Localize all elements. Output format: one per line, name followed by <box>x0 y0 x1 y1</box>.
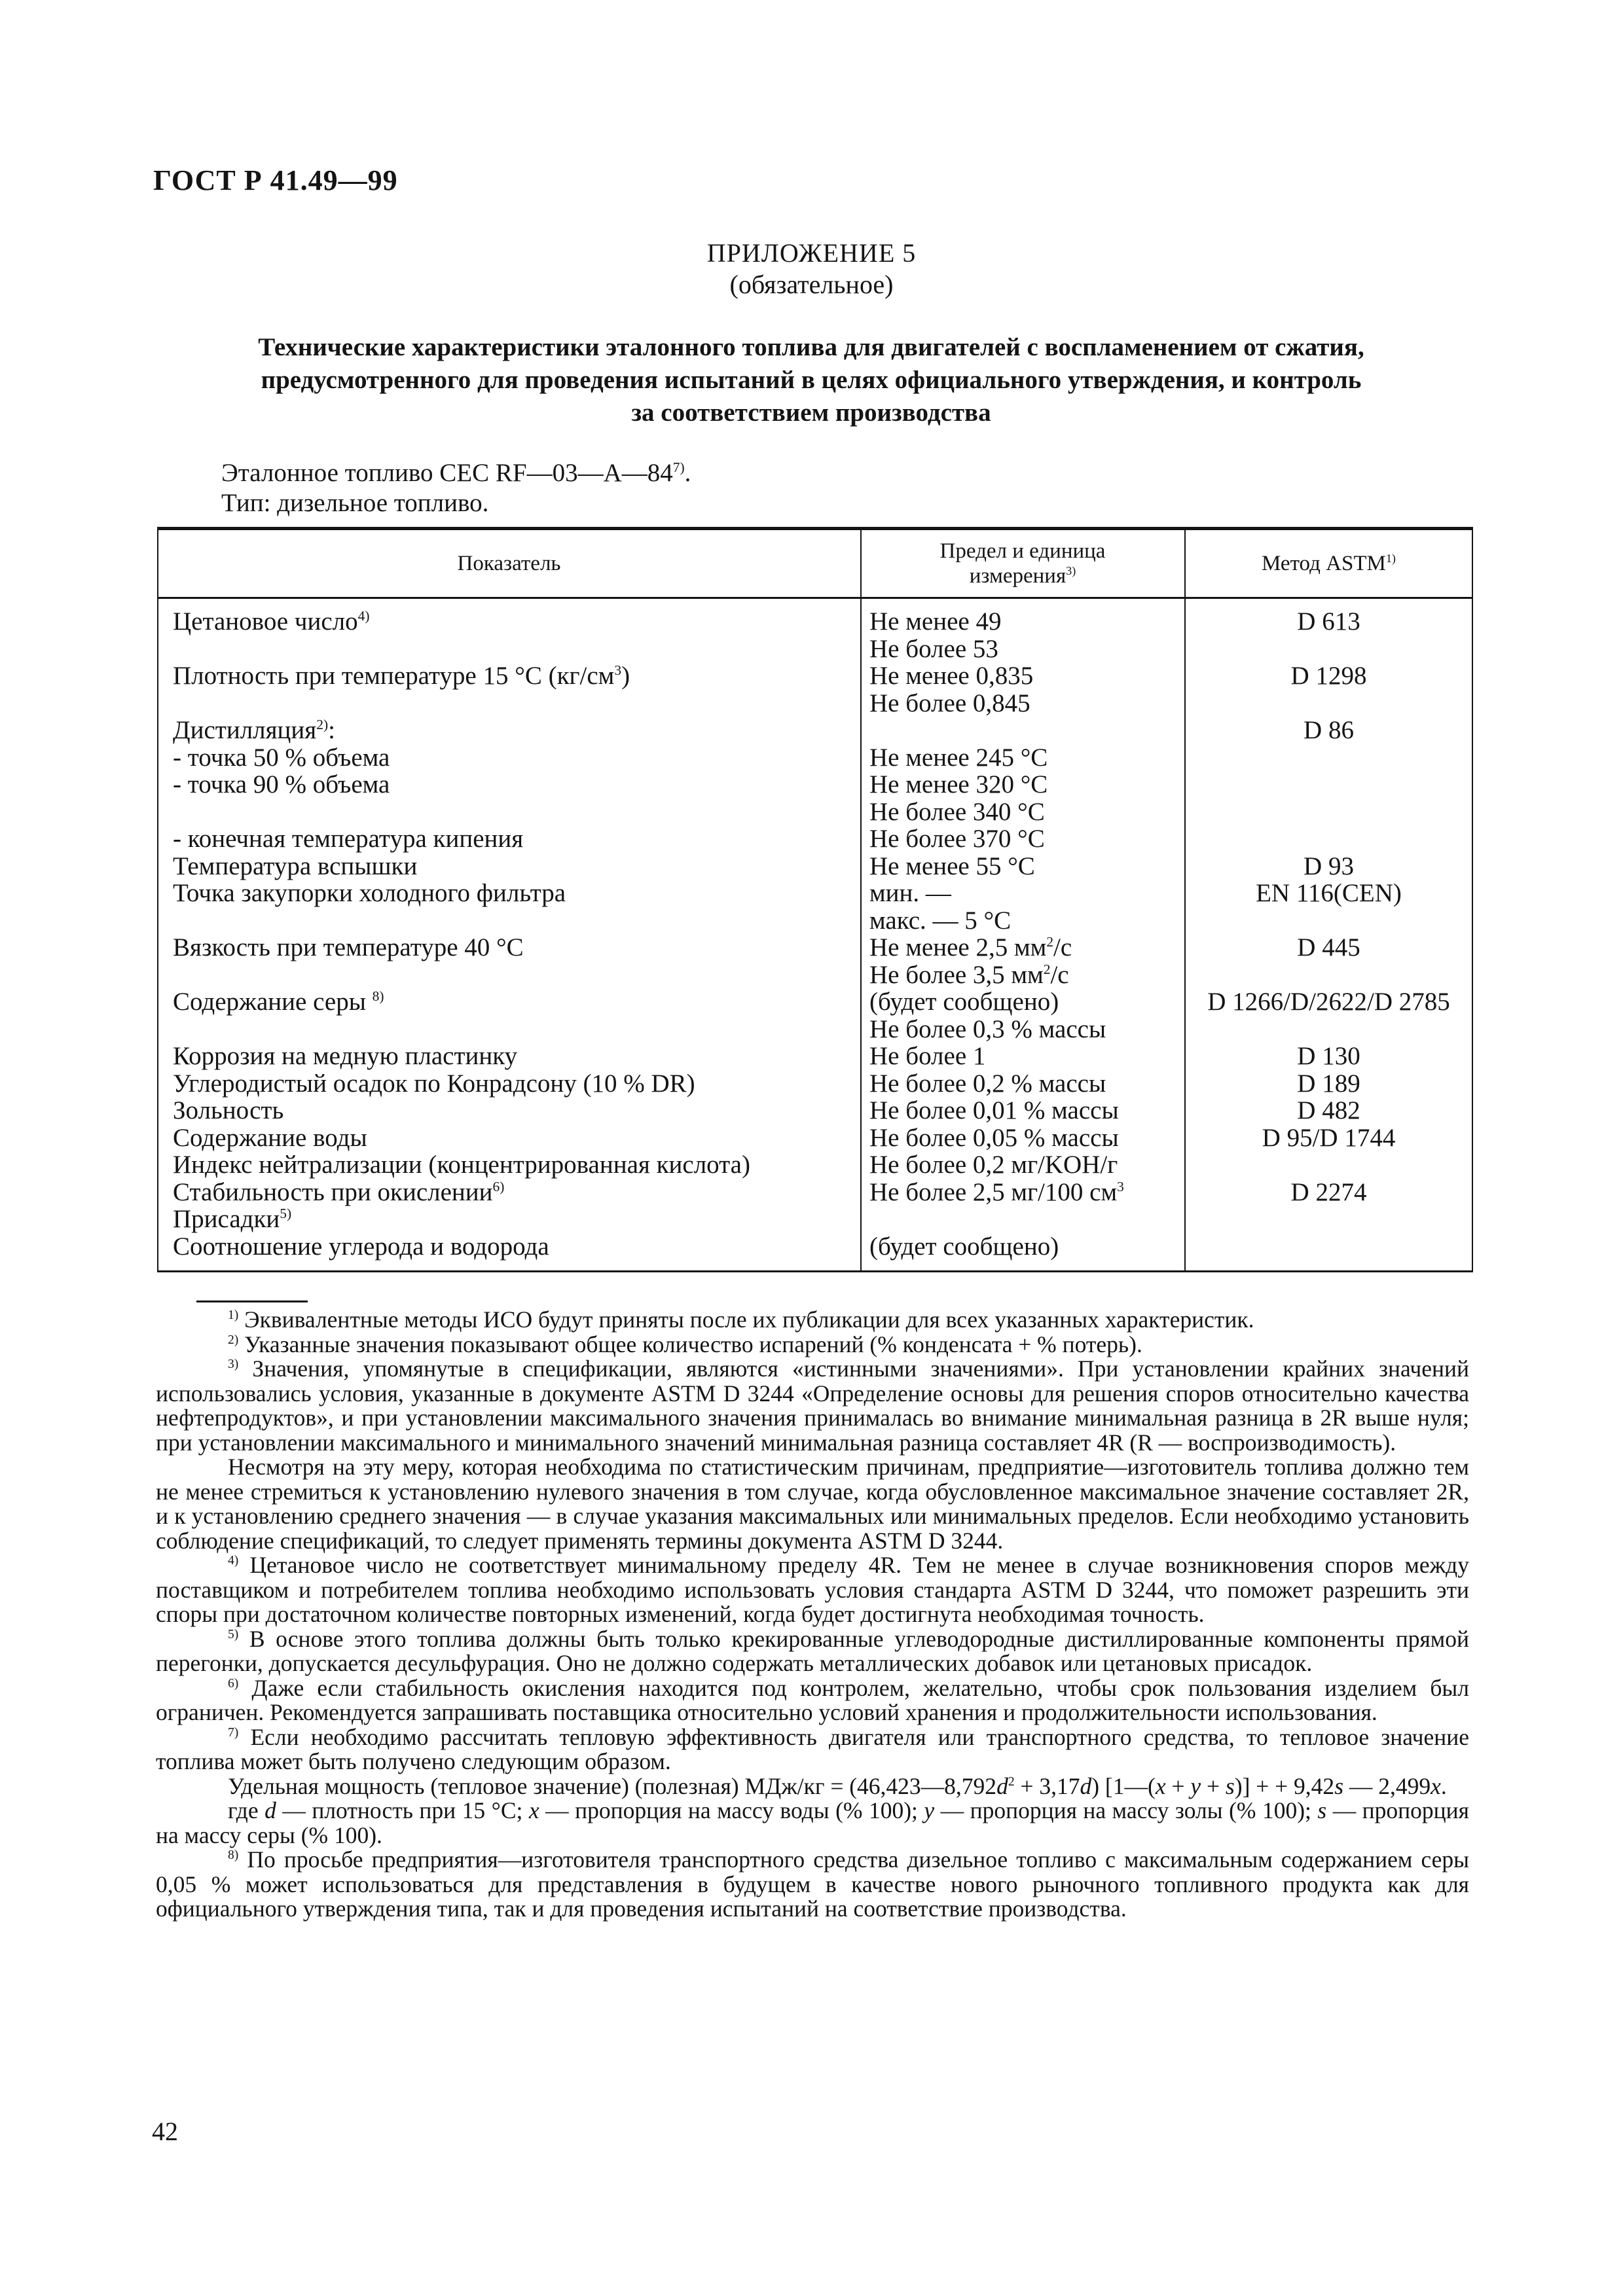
footnote-2: $^{2)}$ Указанные значения показывают общее количество испарений (% конденсата + % потерь). <box>228 1331 1142 1357</box>
table-row-method: D 2274 <box>1290 1177 1367 1206</box>
table-row-limit: (будет сообщено) <box>869 1232 1059 1261</box>
table-row-parameter: Содержание воды <box>173 1123 367 1152</box>
table-row-limit: Не более 370 °C <box>869 825 1045 853</box>
footnote-1: $^{1)}$ Эквивалентные методы ИСО будут приняты после их публикации для всех указанных характеристик. <box>228 1306 1254 1333</box>
table-row-parameter: Коррозия на медную пластинку <box>173 1042 518 1070</box>
footnotes <box>156 1308 1469 1922</box>
table-row-method: D 613 <box>1297 607 1360 636</box>
header-parameter: Показатель <box>158 529 861 598</box>
table-row-method <box>1186 1206 1471 1233</box>
table-row-method <box>1186 690 1471 717</box>
appendix-heading <box>153 331 1469 429</box>
table-row-parameter: Присадки$^{5)}$ <box>173 1205 292 1233</box>
table-row-method <box>1186 1233 1471 1261</box>
table-row-method <box>1186 771 1471 798</box>
table-row-parameter: Вязкость при температуре 40 °C <box>173 933 524 961</box>
table-row-limit: макс. — 5 °C <box>869 906 1012 935</box>
spec-table <box>157 527 1473 1272</box>
table-header-row <box>158 529 1472 598</box>
table-row-limit: мин. — <box>869 879 951 907</box>
standard-code: ГОСТ Р 41.49—99 <box>153 164 398 196</box>
table-row-parameter: Дистилляция$^{2)}$: <box>173 716 335 744</box>
table-row-parameter: Содержание серы $^{8)}$ <box>173 988 384 1016</box>
heading-line: предусмотренного для проведения испытаний в целях официального утверждения, и контроль <box>261 366 1362 394</box>
table-row-limit: Не менее 320 °C <box>869 770 1048 798</box>
table-row-method <box>1186 1016 1471 1043</box>
table-row-limit: Не менее 2,5 $мм^2/с$ <box>869 933 1072 961</box>
appendix-status: (обязательное) <box>729 270 894 299</box>
appendix-title: ПРИЛОЖЕНИЕ 5 <box>706 238 917 268</box>
table-row-parameter <box>173 690 860 717</box>
table-row-limit: Не более 0,05 % массы <box>869 1123 1119 1152</box>
table-row-method <box>1186 907 1471 935</box>
table-row-parameter: Стабильность при окислении$^{6)}$ <box>173 1177 505 1206</box>
limit-column <box>861 598 1185 1272</box>
table-row-limit: Не более 340 °C <box>869 797 1045 826</box>
footnote-5: $^{5)}$ В основе этого топлива должны быть только крекированные углеводородные дистиллированные компоненты прямой перегонки, допускается десульфурация. Оно не должно содержать металлических добавок или цетановых присадок. <box>156 1625 1469 1676</box>
footnote-6: $^{6)}$ Даже если стабильность окисления находится под контролем, желательно, чтобы срок пользования изделием был ограничен. Рекомендуется запрашивать поставщика относительно условий хранения и продолжительности использования. <box>156 1674 1469 1725</box>
table-row-limit: Не более 0,01 % массы <box>869 1096 1119 1124</box>
footnote-4: $^{4)}$ Цетановое число не соответствует минимальному пределу 4R. Тем не менее в случае возникновения споров между поставщиком и потребителем топлива необходимо использовать условия стандарта ASTM D 3244, что поможет разрешить эти споры при достаточном количестве повторных изменений, когда будет достигнута необходимая точность. <box>156 1552 1469 1627</box>
table-row-parameter: Точка закупорки холодного фильтра <box>173 879 566 907</box>
table-row-method: D 93 <box>1304 852 1354 880</box>
table-row-parameter: Зольность <box>173 1096 284 1124</box>
heat-value-formula: Удельная мощность (тепловое значение) (полезная) $МДж/кг = (46,423—8,792d^2 + 3,17d)$ [1—(x + y + s)] + + 9,42s — 2,499x. <box>228 1772 1447 1799</box>
table-row-limit: Не менее 0,835 <box>869 662 1034 690</box>
table-row-limit: Не менее 245 °C <box>869 743 1048 772</box>
table-row-limit: Не менее 55 °C <box>869 852 1035 880</box>
table-row-limit: Не менее 49 <box>869 607 1002 636</box>
table-row-method: D 95/D 1744 <box>1262 1123 1396 1152</box>
page-number: 42 <box>152 2117 178 2146</box>
formula-legend: где d — плотность при 15 °C; x — пропорция на массу воды (% 100); y — пропорция на массу золы (% 100); s — пропорция на массу серы (% 100). <box>156 1797 1469 1848</box>
table-row-limit: Не более 0,2 % массы <box>869 1069 1106 1098</box>
table-row-limit: Не более 2,5 мг/100 $см^3$ <box>869 1177 1124 1206</box>
table-row-method <box>1186 636 1471 663</box>
fuel-reference: Эталонное топливо CEC RF—03—A—84$^{7)}$. <box>221 459 691 487</box>
table-row-limit: Не более 53 <box>869 634 998 663</box>
table-row-method: D 189 <box>1297 1069 1360 1098</box>
table-row-parameter: Соотношение углерода и водорода <box>173 1232 549 1261</box>
table-row-parameter: Углеродистый осадок по Конрадсону (10 % DR) <box>173 1069 695 1098</box>
table-row-parameter: Цетановое число$^{4)}$ <box>173 607 370 636</box>
footnote-ref: 7) <box>672 459 685 475</box>
table-row-method: D 86 <box>1304 716 1354 744</box>
parameter-column <box>158 598 861 1272</box>
heading-line: Технические характеристики эталонного топлива для двигателей с воспламенением от сжатия, <box>258 333 1364 361</box>
footnote-7: $^{7)}$ Если необходимо рассчитать тепловую эффективность двигателя или транспортного средства, то тепловое значение топлива может быть получено следующим образом. <box>156 1723 1469 1774</box>
header-limit: Предел и единица измерения$^{3)}$ <box>861 529 1185 598</box>
table-row-method: D 130 <box>1297 1042 1360 1070</box>
table-row-limit: Не более 0,2 мг/KOH/г <box>869 1151 1118 1179</box>
table-row-parameter: Температура вспышки <box>173 852 418 880</box>
table-row-limit: Не более 0,3 % массы <box>869 1014 1106 1043</box>
heading-line: за соответствием производства <box>631 399 991 427</box>
table-row-method <box>1186 961 1471 989</box>
method-column <box>1185 598 1472 1272</box>
table-row-parameter: - точка 90 % объема <box>173 770 390 798</box>
footnote-3-continuation: Несмотря на эту меру, которая необходима по статистическим причинам, предприятие—изготовитель топлива должно тем не менее стремиться к установлению нулевого значения в том случае, когда обусловленное максимальное значение составляет 2R, и к установлению среднего значения — в случае указания максимальных или минимальных пределов. Если необходимо установить соблюдение спецификаций, то следует применять термины документа ASTM D 3244. <box>156 1454 1469 1554</box>
table-row-method <box>1186 1151 1471 1179</box>
table-row-limit: Не более 3,5 $мм^2/с$ <box>869 960 1069 989</box>
table-row-limit: (будет сообщено) <box>869 988 1059 1016</box>
table-row-parameter <box>173 798 860 826</box>
table-row-limit <box>869 1206 1184 1233</box>
table-row-method: D 445 <box>1297 933 1360 961</box>
table-row-parameter <box>173 636 860 663</box>
table-row-parameter: Индекс нейтрализации (концентрированная кислота) <box>173 1151 750 1179</box>
header-method: Метод ASTM$^{1)}$ <box>1185 529 1472 598</box>
table-row-parameter: - конечная температура кипения <box>173 825 524 853</box>
table-row-method: D 482 <box>1297 1096 1360 1124</box>
table-row-limit: Не более 1 <box>869 1042 986 1070</box>
table-row-parameter: Плотность при температуре 15 °C $(кг/см^3)$ <box>173 662 630 690</box>
table-row-parameter <box>173 961 860 989</box>
table-row-parameter: - точка 50 % объема <box>173 743 390 772</box>
table-row-method: D 1298 <box>1290 662 1367 690</box>
table-row-limit <box>869 717 1184 744</box>
table-row-method <box>1186 825 1471 853</box>
table-row-method <box>1186 744 1471 772</box>
table-row-parameter <box>173 1016 860 1043</box>
fuel-type: Тип: дизельное топливо. <box>221 489 489 517</box>
footnote-3: $^{3)}$ Значения, упомянутые в спецификации, являются «истинными значениями». При установлении крайних значений использовались условия, указанные в документе ASTM D 3244 «Определение основы для решения споров относительно качества нефтепродуктов», и при установлении максимального значения принималась во внимание минимальная разница в 2R выше нуля; при установлении максимального и минимального значений минимальная разница составляет 4R (R — воспроизводимость). <box>156 1355 1469 1456</box>
footnote-divider <box>196 1300 308 1302</box>
table-row-method <box>1186 798 1471 826</box>
table-row-method: D 1266/D/2622/D 2785 <box>1207 988 1450 1016</box>
table-row-limit: Не более 0,845 <box>869 689 1030 717</box>
table-row-parameter <box>173 907 860 935</box>
table-body-row <box>158 598 1472 1272</box>
intro <box>221 458 691 518</box>
table-row-method: EN 116(CEN) <box>1256 879 1402 907</box>
footnote-8: $^{8)}$ По просьбе предприятия—изготовителя транспортного средства дизельное топливо с максимальным содержанием серы 0,05 % может использоваться для представления в будущем в качестве нового рыночного топливного продукта как для официального утверждения типа, так и для проведения испытаний на соответствие производства. <box>156 1846 1469 1922</box>
